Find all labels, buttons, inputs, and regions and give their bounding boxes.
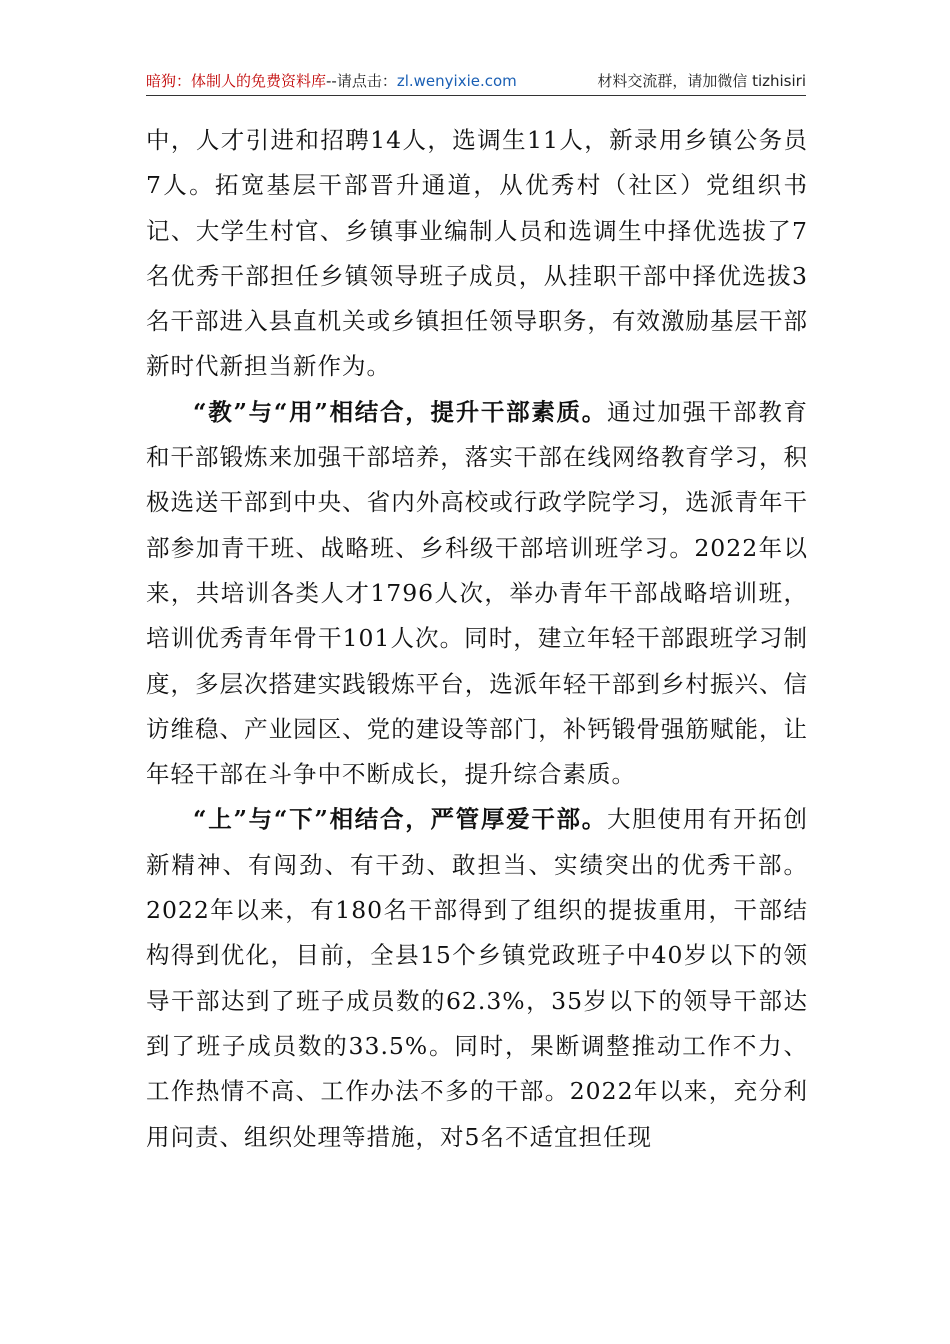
page-header [146, 70, 806, 94]
header-click-prefix: --请点击： [326, 72, 397, 90]
paragraph-text: 大胆使用有开拓创新精神、有闯劲、有干劲、敢担当、实绩突出的优秀干部。2022年以来，有180名干部得到了组织的提拔重用，干部结构得到优化，目前，全县15个乡镇党政班子中40岁以下的领导干部达到了班子成员数的62.3%，35岁以下的领导干部达到了班子成员数的33.5%。同时，果断调整推动工作不力、工作热情不高、工作办法不多的干部。2022年以来，充分利用问责、组织处理等措施，对5名不适宜担任现 [146, 805, 809, 1151]
paragraph-text: 通过加强干部教育和干部锻炼来加强干部培养，落实干部在线网络教育学习，积极选送干部到中央、省内外高校或行政学院学习，选派青年干部参加青干班、战略班、乡科级干部培训班学习。2022年以来，共培训各类人才1796人次，举办青年干部战略培训班，培训优秀青年骨干101人次。同时，建立年轻干部跟班学习制度，多层次搭建实践锻炼平台，选派年轻干部到乡村振兴、信访维稳、产业园区、党的建设等部门，补钙锻骨强筋赋能，让年轻干部在斗争中不断成长，提升综合素质。 [146, 397, 809, 789]
header-contact: 材料交流群，请加微信 tizhisiri [597, 72, 806, 90]
paragraph-continuation: 中，人才引进和招聘14人，选调生11人，新录用乡镇公务员7人。拓宽基层干部晋升通道，从优秀村（社区）党组织书记、大学生村官、乡镇事业编制人员和选调生中择优选拔了7名优秀干部担任乡镇领导班子成员，从挂职干部中择优选拔3名干部进入县直机关或乡镇担任领导职务，有效激励基层干部新时代新担当新作为。 [146, 126, 808, 381]
paragraph-management [146, 797, 808, 1159]
paragraph-heading: “教”与“用”相结合，提升干部素质。 [193, 397, 607, 426]
header-site-link[interactable]: zl.wenyixie.com [396, 72, 517, 90]
header-divider [146, 95, 806, 96]
document-body [146, 118, 808, 1160]
paragraph-education [146, 390, 808, 798]
paragraph-heading: “上”与“下”相结合，严管厚爱干部。 [193, 805, 607, 834]
header-brand: 暗狗：体制人的免费资料库 [146, 72, 327, 90]
